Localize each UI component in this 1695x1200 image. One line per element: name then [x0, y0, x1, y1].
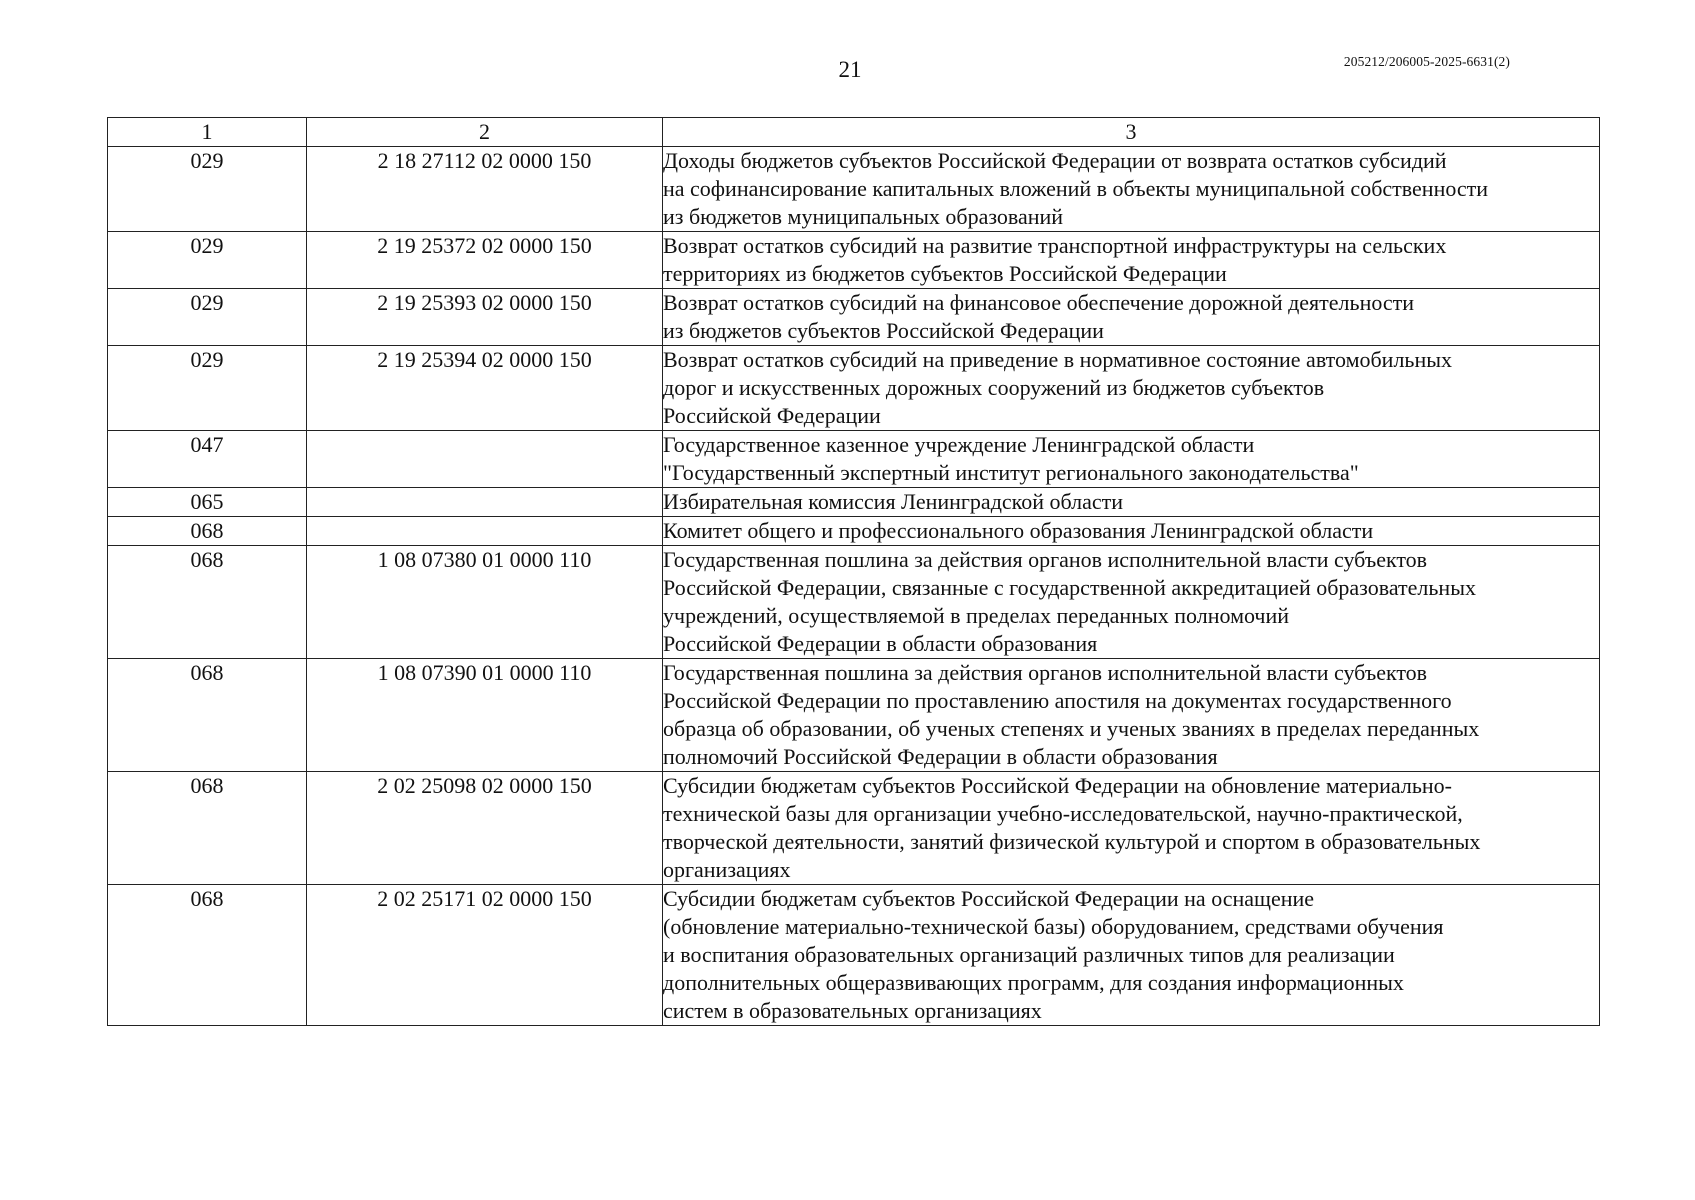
revenue-name-line: организациях: [663, 857, 791, 882]
revenue-name-line: Возврат остатков субсидий на приведение в нормативное состояние автомобильных: [663, 347, 1453, 372]
revenue-name-line: дополнительных общеразвивающих программ, для создания информационных: [663, 970, 1404, 995]
revenue-name-cell: [663, 772, 1600, 885]
revenue-name-line: на софинансирование капитальных вложений в объекты муниципальной собственности: [663, 176, 1489, 201]
revenue-name-line: технической базы для организации учебно-исследовательской, научно-практической,: [663, 801, 1463, 826]
revenue-name-line: Государственная пошлина за действия органов исполнительной власти субъектов: [663, 547, 1428, 572]
table-header: [108, 118, 1600, 147]
table-row: [108, 546, 1600, 659]
revenue-name-line: творческой деятельности, занятий физической культурой и спортом в образовательных: [663, 829, 1481, 854]
revenue-name-cell: [663, 147, 1600, 232]
admin-code-cell: 029: [108, 232, 307, 289]
budget-classification-code-cell: 2 02 25098 02 0000 150: [307, 772, 663, 885]
revenue-name-line: Субсидии бюджетам субъектов Российской Федерации на оснащение: [663, 886, 1315, 911]
header-row: [108, 118, 1600, 147]
revenue-name-cell: [663, 517, 1600, 546]
page-number: 21: [838, 57, 862, 82]
admin-code-cell: 065: [108, 488, 307, 517]
budget-classification-code-cell: 1 08 07380 01 0000 110: [307, 546, 663, 659]
budget-classification-code-cell: [307, 488, 663, 517]
budget-classification-code-cell: 2 19 25393 02 0000 150: [307, 289, 663, 346]
table-row: [108, 772, 1600, 885]
table-row: [108, 147, 1600, 232]
revenue-name-line: Российской Федерации: [663, 403, 881, 428]
revenue-name-cell: [663, 546, 1600, 659]
revenue-name-line: Государственная пошлина за действия органов исполнительной власти субъектов: [663, 660, 1428, 685]
revenue-name-line: образца об образовании, об ученых степенях и ученых званиях в пределах переданных: [663, 716, 1480, 741]
admin-code-cell: 068: [108, 517, 307, 546]
admin-code-cell: 068: [108, 546, 307, 659]
budget-classification-code-cell: [307, 431, 663, 488]
revenue-name-line: "Государственный экспертный институт регионального законодательства": [663, 460, 1359, 485]
budget-classification-code-cell: [307, 517, 663, 546]
budget-classification-code-cell: 2 18 27112 02 0000 150: [307, 147, 663, 232]
admin-code-cell: 068: [108, 772, 307, 885]
admin-code-cell: 047: [108, 431, 307, 488]
revenue-name-line: Комитет общего и профессионального образования Ленинградской области: [663, 518, 1374, 543]
revenue-name-line: Возврат остатков субсидий на финансовое обеспечение дорожной деятельности: [663, 290, 1415, 315]
revenue-name-line: Государственное казенное учреждение Ленинградской области: [663, 432, 1255, 457]
revenue-name-line: территориях из бюджетов субъектов Российской Федерации: [663, 261, 1227, 286]
revenue-name-line: полномочий Российской Федерации в области образования: [663, 744, 1218, 769]
table-row: [108, 488, 1600, 517]
budget-classification-code-cell: 2 19 25394 02 0000 150: [307, 346, 663, 431]
admin-code-cell: 029: [108, 289, 307, 346]
column-header-1: 1: [108, 118, 307, 147]
document-id: 205212/206005-2025-6631(2): [1343, 54, 1510, 69]
column-header-2: 2: [307, 118, 663, 147]
revenue-name-line: (обновление материально-технической базы) оборудованием, средствами обучения: [663, 914, 1444, 939]
table-body: [108, 147, 1600, 1026]
budget-classification-code-cell: 1 08 07390 01 0000 110: [307, 659, 663, 772]
admin-code-cell: 068: [108, 659, 307, 772]
admin-code-cell: 068: [108, 885, 307, 1026]
revenue-name-cell: [663, 885, 1600, 1026]
table-row: [108, 885, 1600, 1026]
revenue-name-cell: [663, 289, 1600, 346]
revenue-name-line: из бюджетов субъектов Российской Федерации: [663, 318, 1104, 343]
revenue-name-line: систем в образовательных организациях: [663, 998, 1042, 1023]
revenue-name-cell: [663, 431, 1600, 488]
revenue-codes-table: [107, 117, 1600, 1026]
revenue-name-cell: [663, 488, 1600, 517]
admin-code-cell: 029: [108, 346, 307, 431]
revenue-name-line: Российской Федерации в области образования: [663, 631, 1098, 656]
budget-classification-code-cell: 2 02 25171 02 0000 150: [307, 885, 663, 1026]
table-row: [108, 289, 1600, 346]
revenue-name-line: Доходы бюджетов субъектов Российской Федерации от возврата остатков субсидий: [663, 148, 1447, 173]
table-row: [108, 659, 1600, 772]
column-header-3: 3: [663, 118, 1600, 147]
revenue-name-line: Российской Федерации, связанные с государственной аккредитацией образовательных: [663, 575, 1476, 600]
revenue-name-cell: [663, 232, 1600, 289]
budget-classification-code-cell: 2 19 25372 02 0000 150: [307, 232, 663, 289]
revenue-name-line: Российской Федерации по проставлению апостиля на документах государственного: [663, 688, 1452, 713]
table-row: [108, 346, 1600, 431]
revenue-name-line: из бюджетов муниципальных образований: [663, 204, 1064, 229]
table-row: [108, 232, 1600, 289]
revenue-name-line: дорог и искусственных дорожных сооружений из бюджетов субъектов: [663, 375, 1325, 400]
revenue-name-cell: [663, 346, 1600, 431]
revenue-name-line: Возврат остатков субсидий на развитие транспортной инфраструктуры на сельских: [663, 233, 1447, 258]
table-row: [108, 517, 1600, 546]
revenue-name-line: и воспитания образовательных организаций различных типов для реализации: [663, 942, 1395, 967]
revenue-name-line: Субсидии бюджетам субъектов Российской Федерации на обновление материально-: [663, 773, 1453, 798]
revenue-name-cell: [663, 659, 1600, 772]
revenue-name-line: учреждений, осуществляемой в пределах переданных полномочий: [663, 603, 1290, 628]
admin-code-cell: 029: [108, 147, 307, 232]
table-row: [108, 431, 1600, 488]
revenue-name-line: Избирательная комиссия Ленинградской области: [663, 489, 1124, 514]
